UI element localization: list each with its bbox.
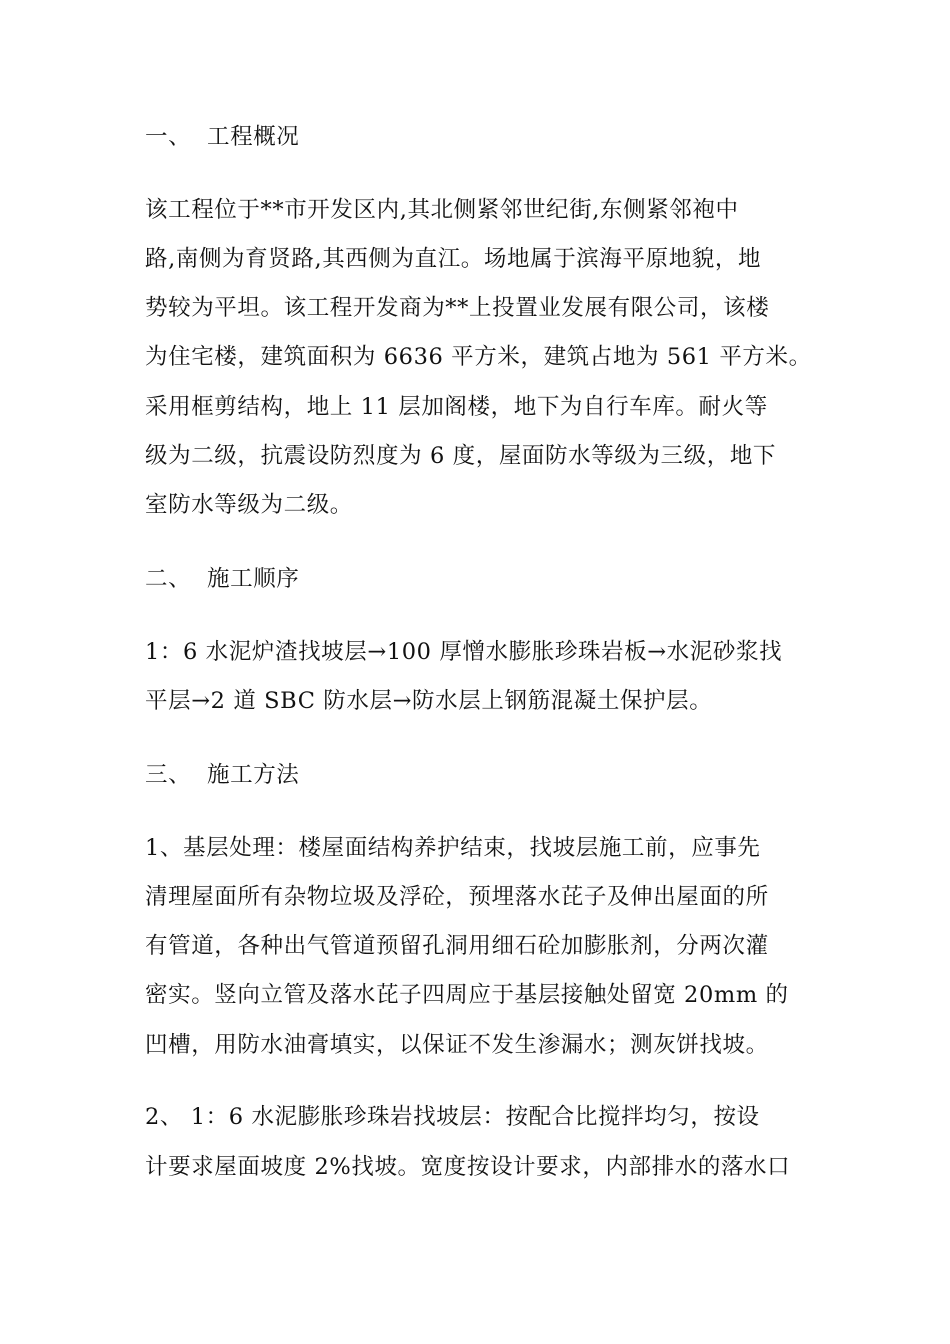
section-number: 二、 <box>145 566 192 592</box>
paragraph-line: 平层→2 道 SBC 防水层→防水层上钢筋混凝土保护层。 <box>145 688 713 714</box>
paragraph-line: 路,南侧为育贤路,其西侧为直江。场地属于滨海平原地貌，地 <box>145 246 762 272</box>
paragraph-line: 凹槽，用防水油膏填实，以保证不发生渗漏水；测灰饼找坡。 <box>145 1032 769 1058</box>
paragraph-line: 密实。竖向立管及落水芘子四周应于基层接触处留宽 20mm 的 <box>145 982 789 1008</box>
paragraph-line: 1、基层处理：楼屋面结构养护结束，找坡层施工前，应事先 <box>145 835 761 861</box>
paragraph-line: 为住宅楼，建筑面积为 6636 平方米，建筑占地为 561 平方米。 <box>145 344 812 370</box>
section-title: 施工顺序 <box>207 566 300 592</box>
paragraph-line: 采用框剪结构，地上 11 层加阁楼，地下为自行车库。耐火等 <box>145 394 768 420</box>
paragraph-line: 室防水等级为二级。 <box>145 492 353 518</box>
section-heading-3 <box>145 760 299 790</box>
paragraph-line: 级为二级，抗震设防烈度为 6 度，屋面防水等级为三级，地下 <box>145 443 777 469</box>
section-number: 三、 <box>145 762 192 788</box>
paragraph-line: 有管道，各种出气管道预留孔洞用细石砼加膨胀剂，分两次灌 <box>145 933 769 959</box>
section-heading-2 <box>145 564 299 594</box>
section-number: 一、 <box>145 124 192 150</box>
paragraph-line: 2、 1：6 水泥膨胀珍珠岩找坡层：按配合比搅拌均匀，按设 <box>145 1104 760 1130</box>
section-heading-1 <box>145 122 299 152</box>
section-title: 工程概况 <box>207 124 300 150</box>
paragraph-line: 该工程位于**市开发区内,其北侧紧邻世纪街,东侧紧邻袍中 <box>145 197 739 223</box>
paragraph-line: 清理屋面所有杂物垃圾及浮砼，预埋落水芘子及伸出屋面的所 <box>145 884 769 910</box>
paragraph-line: 1：6 水泥炉渣找坡层→100 厚憎水膨胀珍珠岩板→水泥砂浆找 <box>145 639 783 665</box>
paragraph-line: 势较为平坦。该工程开发商为**上投置业发展有限公司，该楼 <box>145 295 770 321</box>
section-title: 施工方法 <box>207 762 300 788</box>
paragraph-line: 计要求屋面坡度 2%找坡。宽度按设计要求，内部排水的落水口 <box>145 1154 791 1180</box>
